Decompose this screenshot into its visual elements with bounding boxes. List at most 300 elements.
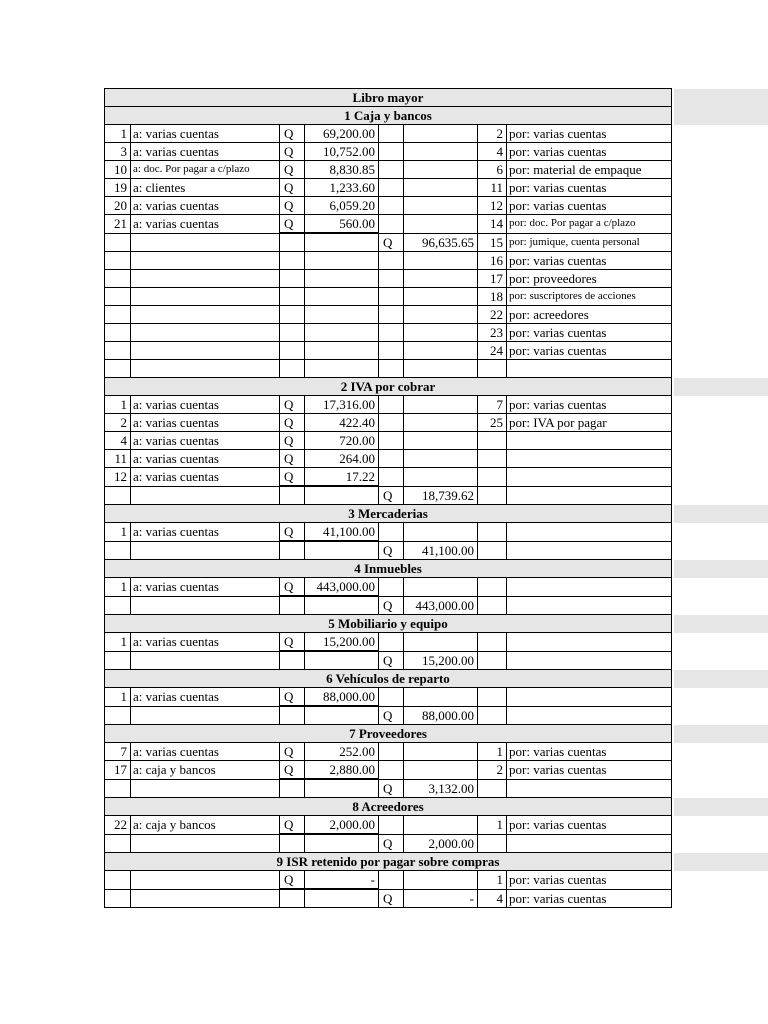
credit-ref: 1 xyxy=(478,871,507,890)
debit-amount: 443,000.00 xyxy=(305,578,379,597)
debit-amount xyxy=(305,252,379,270)
ledger-row xyxy=(105,360,672,378)
debit-ref: 10 xyxy=(105,161,131,179)
total-amount: - xyxy=(404,889,478,908)
ledger-row xyxy=(105,871,672,890)
total-amount xyxy=(404,871,478,890)
total-amount xyxy=(404,688,478,707)
ledger-row xyxy=(105,414,672,432)
total-currency: Q xyxy=(379,651,404,670)
debit-ref xyxy=(105,270,131,288)
debit-ref: 19 xyxy=(105,179,131,197)
debit-ref: 1 xyxy=(105,578,131,597)
credit-ref xyxy=(478,486,507,505)
ledger-row xyxy=(105,578,672,597)
total-currency: Q xyxy=(379,779,404,798)
ledger-row xyxy=(105,450,672,468)
credit-account: por: varias cuentas xyxy=(507,252,672,270)
credit-ref xyxy=(478,688,507,707)
debit-currency xyxy=(280,270,305,288)
credit-ref xyxy=(478,633,507,652)
debit-currency xyxy=(280,288,305,306)
debit-account xyxy=(131,342,280,360)
debit-ref: 3 xyxy=(105,143,131,161)
debit-ref xyxy=(105,779,131,798)
debit-account: a: varias cuentas xyxy=(131,143,280,161)
ledger-row xyxy=(105,633,672,652)
debit-account xyxy=(131,596,280,615)
debit-amount: 264.00 xyxy=(305,450,379,468)
account-title-row xyxy=(105,615,672,633)
debit-ref: 2 xyxy=(105,414,131,432)
credit-ref: 25 xyxy=(478,414,507,432)
credit-ref xyxy=(478,450,507,468)
debit-ref xyxy=(105,306,131,324)
total-currency xyxy=(379,414,404,432)
debit-account: a: caja y bancos xyxy=(131,816,280,835)
debit-ref xyxy=(105,233,131,252)
total-amount xyxy=(404,215,478,234)
credit-account: por: varias cuentas xyxy=(507,889,672,908)
total-amount xyxy=(404,288,478,306)
total-amount xyxy=(404,743,478,761)
total-amount xyxy=(404,450,478,468)
debit-amount: 41,100.00 xyxy=(305,523,379,542)
title-row-shade xyxy=(674,560,768,578)
debit-currency xyxy=(280,596,305,615)
credit-account: por: proveedores xyxy=(507,270,672,288)
debit-currency: Q xyxy=(280,215,305,234)
credit-account: por: varias cuentas xyxy=(507,342,672,360)
debit-ref xyxy=(105,486,131,505)
debit-account xyxy=(131,306,280,324)
ledger-row xyxy=(105,179,672,197)
credit-ref: 2 xyxy=(478,761,507,780)
title-row-shade xyxy=(674,725,768,743)
account-title: 1 Caja y bancos xyxy=(105,107,672,125)
total-amount xyxy=(404,143,478,161)
credit-account: por: doc. Por pagar a c/plazo xyxy=(507,215,672,234)
total-amount xyxy=(404,414,478,432)
ledger-row xyxy=(105,161,672,179)
debit-amount xyxy=(305,651,379,670)
credit-account: por: varias cuentas xyxy=(507,396,672,414)
total-amount xyxy=(404,342,478,360)
credit-account: por: varias cuentas xyxy=(507,179,672,197)
title-row-shade xyxy=(674,798,768,816)
ledger-row xyxy=(105,252,672,270)
credit-account xyxy=(507,834,672,853)
debit-account xyxy=(131,233,280,252)
debit-account: a: varias cuentas xyxy=(131,468,280,487)
credit-ref xyxy=(478,541,507,560)
debit-amount xyxy=(305,342,379,360)
total-currency: Q xyxy=(379,233,404,252)
ledger-row xyxy=(105,651,672,670)
debit-ref xyxy=(105,252,131,270)
credit-ref xyxy=(478,360,507,378)
credit-account xyxy=(507,688,672,707)
debit-amount xyxy=(305,596,379,615)
debit-amount: 6,059.20 xyxy=(305,197,379,215)
total-amount xyxy=(404,633,478,652)
debit-currency xyxy=(280,252,305,270)
total-currency xyxy=(379,523,404,542)
account-title: 8 Acreedores xyxy=(105,798,672,816)
debit-account: a: doc. Por pagar a c/plazo xyxy=(131,161,280,179)
debit-amount xyxy=(305,360,379,378)
credit-ref: 4 xyxy=(478,889,507,908)
credit-account xyxy=(507,523,672,542)
total-currency xyxy=(379,342,404,360)
debit-ref: 17 xyxy=(105,761,131,780)
ledger-row xyxy=(105,523,672,542)
debit-account xyxy=(131,706,280,725)
total-amount: 96,635.65 xyxy=(404,233,478,252)
debit-currency: Q xyxy=(280,143,305,161)
credit-ref xyxy=(478,779,507,798)
debit-amount xyxy=(305,270,379,288)
account-title-row xyxy=(105,107,672,125)
debit-account xyxy=(131,651,280,670)
title-row-shade xyxy=(674,89,768,107)
debit-amount: 2,880.00 xyxy=(305,761,379,780)
ledger-title: Libro mayor xyxy=(105,89,672,107)
debit-amount: 17.22 xyxy=(305,468,379,487)
total-currency xyxy=(379,450,404,468)
debit-ref xyxy=(105,651,131,670)
debit-account xyxy=(131,270,280,288)
ledger-row xyxy=(105,541,672,560)
debit-account: a: varias cuentas xyxy=(131,125,280,143)
ledger-row xyxy=(105,468,672,487)
credit-account xyxy=(507,360,672,378)
debit-currency: Q xyxy=(280,468,305,487)
debit-ref xyxy=(105,360,131,378)
credit-account: por: varias cuentas xyxy=(507,871,672,890)
ledger-table xyxy=(104,88,672,908)
ledger-row xyxy=(105,779,672,798)
credit-ref: 22 xyxy=(478,306,507,324)
credit-account: por: varias cuentas xyxy=(507,197,672,215)
ledger-row xyxy=(105,125,672,143)
total-currency xyxy=(379,871,404,890)
debit-currency: Q xyxy=(280,125,305,143)
debit-currency: Q xyxy=(280,578,305,597)
debit-amount xyxy=(305,779,379,798)
total-amount xyxy=(404,197,478,215)
ledger-row xyxy=(105,288,672,306)
ledger-row xyxy=(105,889,672,908)
credit-ref: 1 xyxy=(478,743,507,761)
debit-currency: Q xyxy=(280,633,305,652)
debit-amount xyxy=(305,706,379,725)
credit-account xyxy=(507,779,672,798)
debit-currency xyxy=(280,541,305,560)
total-amount xyxy=(404,270,478,288)
total-currency xyxy=(379,288,404,306)
credit-ref xyxy=(478,578,507,597)
debit-amount xyxy=(305,306,379,324)
account-title: 7 Proveedores xyxy=(105,725,672,743)
credit-account xyxy=(507,596,672,615)
credit-account xyxy=(507,706,672,725)
credit-account xyxy=(507,633,672,652)
debit-account: a: varias cuentas xyxy=(131,414,280,432)
total-amount xyxy=(404,306,478,324)
ledger-row xyxy=(105,324,672,342)
credit-account xyxy=(507,541,672,560)
debit-amount: 560.00 xyxy=(305,215,379,234)
debit-ref: 7 xyxy=(105,743,131,761)
debit-currency: Q xyxy=(280,414,305,432)
total-amount: 41,100.00 xyxy=(404,541,478,560)
total-currency xyxy=(379,161,404,179)
total-amount: 2,000.00 xyxy=(404,834,478,853)
ledger-row xyxy=(105,596,672,615)
account-title-row xyxy=(105,560,672,578)
account-title-row xyxy=(105,798,672,816)
debit-account: a: varias cuentas xyxy=(131,578,280,597)
debit-currency: Q xyxy=(280,523,305,542)
debit-account xyxy=(131,360,280,378)
debit-account: a: varias cuentas xyxy=(131,215,280,234)
debit-currency: Q xyxy=(280,761,305,780)
total-amount xyxy=(404,523,478,542)
credit-account xyxy=(507,450,672,468)
debit-currency: Q xyxy=(280,816,305,835)
debit-amount: 15,200.00 xyxy=(305,633,379,652)
credit-account: por: varias cuentas xyxy=(507,743,672,761)
debit-account xyxy=(131,779,280,798)
debit-account xyxy=(131,889,280,908)
credit-ref: 15 xyxy=(478,233,507,252)
account-title: 5 Mobiliario y equipo xyxy=(105,615,672,633)
ledger-row xyxy=(105,688,672,707)
account-title: 4 Inmuebles xyxy=(105,560,672,578)
credit-account: por: varias cuentas xyxy=(507,125,672,143)
credit-ref xyxy=(478,468,507,487)
credit-ref xyxy=(478,706,507,725)
ledger-sheet xyxy=(104,88,672,908)
debit-amount: 17,316.00 xyxy=(305,396,379,414)
debit-account: a: varias cuentas xyxy=(131,396,280,414)
total-currency xyxy=(379,578,404,597)
total-amount xyxy=(404,324,478,342)
credit-account: por: varias cuentas xyxy=(507,324,672,342)
credit-ref xyxy=(478,834,507,853)
debit-amount xyxy=(305,324,379,342)
debit-amount: 1,233.60 xyxy=(305,179,379,197)
debit-ref: 1 xyxy=(105,125,131,143)
debit-ref: 1 xyxy=(105,688,131,707)
ledger-row xyxy=(105,706,672,725)
debit-account: a: varias cuentas xyxy=(131,633,280,652)
debit-account: a: varias cuentas xyxy=(131,688,280,707)
ledger-row xyxy=(105,342,672,360)
debit-amount: 422.40 xyxy=(305,414,379,432)
total-currency xyxy=(379,360,404,378)
debit-ref: 12 xyxy=(105,468,131,487)
total-currency xyxy=(379,633,404,652)
total-currency xyxy=(379,324,404,342)
total-currency xyxy=(379,197,404,215)
debit-currency xyxy=(280,324,305,342)
debit-currency: Q xyxy=(280,179,305,197)
total-amount: 3,132.00 xyxy=(404,779,478,798)
total-currency: Q xyxy=(379,541,404,560)
total-currency: Q xyxy=(379,889,404,908)
debit-account xyxy=(131,541,280,560)
debit-currency: Q xyxy=(280,688,305,707)
account-title: 3 Mercaderias xyxy=(105,505,672,523)
ledger-row xyxy=(105,197,672,215)
credit-account xyxy=(507,578,672,597)
debit-account: a: varias cuentas xyxy=(131,197,280,215)
debit-amount: - xyxy=(305,871,379,890)
total-amount: 18,739.62 xyxy=(404,486,478,505)
debit-ref: 1 xyxy=(105,396,131,414)
total-amount: 15,200.00 xyxy=(404,651,478,670)
debit-amount: 10,752.00 xyxy=(305,143,379,161)
debit-account xyxy=(131,871,280,890)
debit-amount: 2,000.00 xyxy=(305,816,379,835)
debit-currency xyxy=(280,306,305,324)
debit-amount: 720.00 xyxy=(305,432,379,450)
debit-amount xyxy=(305,233,379,252)
credit-ref: 12 xyxy=(478,197,507,215)
credit-account: por: acreedores xyxy=(507,306,672,324)
credit-ref: 18 xyxy=(478,288,507,306)
debit-account: a: varias cuentas xyxy=(131,523,280,542)
debit-ref xyxy=(105,288,131,306)
account-title: 9 ISR retenido por pagar sobre compras xyxy=(105,853,672,871)
credit-ref: 11 xyxy=(478,179,507,197)
total-currency xyxy=(379,306,404,324)
debit-amount: 69,200.00 xyxy=(305,125,379,143)
total-currency xyxy=(379,816,404,835)
debit-ref xyxy=(105,889,131,908)
total-currency xyxy=(379,468,404,487)
debit-ref xyxy=(105,342,131,360)
debit-ref: 22 xyxy=(105,816,131,835)
debit-account xyxy=(131,288,280,306)
credit-account: por: varias cuentas xyxy=(507,761,672,780)
credit-ref: 2 xyxy=(478,125,507,143)
account-title-row xyxy=(105,670,672,688)
credit-ref: 14 xyxy=(478,215,507,234)
account-title-row xyxy=(105,725,672,743)
credit-ref: 6 xyxy=(478,161,507,179)
debit-ref: 4 xyxy=(105,432,131,450)
account-title-row xyxy=(105,505,672,523)
total-amount xyxy=(404,161,478,179)
debit-ref: 11 xyxy=(105,450,131,468)
credit-account xyxy=(507,432,672,450)
ledger-row xyxy=(105,143,672,161)
title-row-shade xyxy=(674,378,768,396)
debit-currency: Q xyxy=(280,161,305,179)
total-amount xyxy=(404,432,478,450)
total-amount xyxy=(404,468,478,487)
debit-ref xyxy=(105,324,131,342)
total-amount xyxy=(404,252,478,270)
credit-ref: 24 xyxy=(478,342,507,360)
title-row-shade xyxy=(674,107,768,125)
account-title: 6 Vehículos de reparto xyxy=(105,670,672,688)
debit-currency: Q xyxy=(280,396,305,414)
debit-currency xyxy=(280,779,305,798)
ledger-row xyxy=(105,743,672,761)
debit-ref xyxy=(105,596,131,615)
total-amount xyxy=(404,578,478,597)
credit-ref xyxy=(478,432,507,450)
credit-account: por: varias cuentas xyxy=(507,816,672,835)
title-row-shade xyxy=(674,615,768,633)
credit-ref: 17 xyxy=(478,270,507,288)
debit-currency xyxy=(280,651,305,670)
total-amount: 443,000.00 xyxy=(404,596,478,615)
total-currency xyxy=(379,143,404,161)
debit-currency: Q xyxy=(280,450,305,468)
debit-currency xyxy=(280,889,305,908)
debit-currency xyxy=(280,834,305,853)
credit-ref: 1 xyxy=(478,816,507,835)
debit-ref: 20 xyxy=(105,197,131,215)
credit-ref: 7 xyxy=(478,396,507,414)
total-amount xyxy=(404,396,478,414)
ledger-row xyxy=(105,432,672,450)
debit-amount: 252.00 xyxy=(305,743,379,761)
debit-account xyxy=(131,324,280,342)
title-row-shade xyxy=(674,670,768,688)
debit-currency xyxy=(280,706,305,725)
total-currency xyxy=(379,215,404,234)
debit-ref xyxy=(105,871,131,890)
total-currency xyxy=(379,688,404,707)
total-currency: Q xyxy=(379,486,404,505)
credit-account xyxy=(507,486,672,505)
debit-account: a: caja y bancos xyxy=(131,761,280,780)
ledger-row xyxy=(105,816,672,835)
total-amount xyxy=(404,125,478,143)
total-currency xyxy=(379,761,404,780)
credit-account: por: jumique, cuenta personal xyxy=(507,233,672,252)
total-currency xyxy=(379,270,404,288)
credit-account: por: suscriptores de acciones xyxy=(507,288,672,306)
total-amount xyxy=(404,360,478,378)
ledger-row xyxy=(105,396,672,414)
debit-amount xyxy=(305,834,379,853)
credit-account xyxy=(507,651,672,670)
debit-amount xyxy=(305,486,379,505)
total-amount xyxy=(404,816,478,835)
ledger-row xyxy=(105,834,672,853)
total-amount xyxy=(404,761,478,780)
ledger-row xyxy=(105,215,672,234)
credit-account: por: varias cuentas xyxy=(507,143,672,161)
total-currency: Q xyxy=(379,596,404,615)
total-currency: Q xyxy=(379,706,404,725)
credit-account: por: IVA por pagar xyxy=(507,414,672,432)
debit-amount xyxy=(305,889,379,908)
total-currency xyxy=(379,743,404,761)
ledger-title-row xyxy=(105,89,672,107)
credit-account: por: material de empaque xyxy=(507,161,672,179)
account-title-row xyxy=(105,378,672,396)
debit-ref xyxy=(105,541,131,560)
credit-ref: 16 xyxy=(478,252,507,270)
